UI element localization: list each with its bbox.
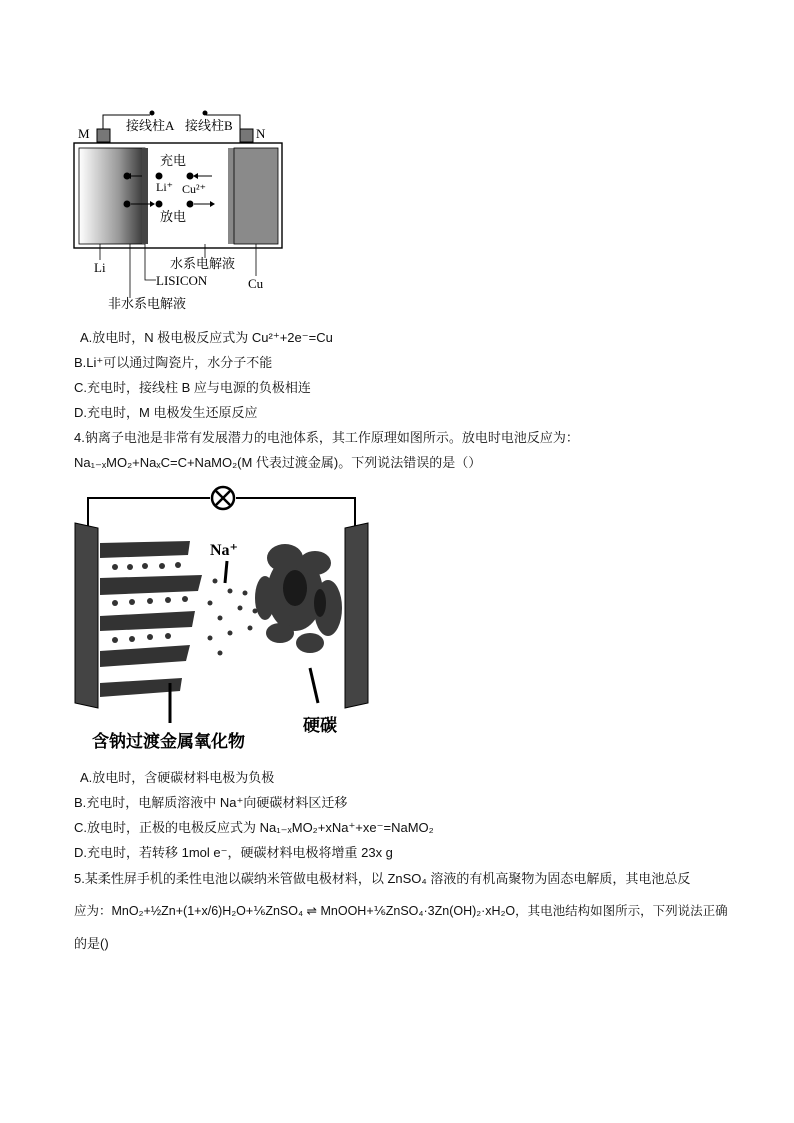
q3-option-d: D.充电时，M 电极发生还原反应 [74, 405, 258, 420]
q3-option-a: A.放电时，N 极电极反应式为 Cu²⁺+2e⁻=Cu [80, 330, 333, 345]
q3-option-b: B.Li⁺可以通过陶瓷片，水分子不能 [74, 355, 273, 370]
terminal-b-label: 接线柱B [185, 118, 233, 133]
figure-sodium-ion-battery [70, 483, 380, 758]
left-electrode-label: 含钠过渡金属氧化物 [92, 732, 245, 751]
q4-stem-2: Na₁₋ₓMO₂+NaₓC=C+NaMO₂(M 代表过渡金属)。下列说法错误的是（） [74, 455, 482, 470]
q4-option-c: C.放电时，正极的电极反应式为 Na₁₋ₓMO₂+xNa⁺+xe⁻=NaMO₂ [74, 820, 434, 835]
discharge-label: 放电 [160, 209, 187, 224]
cu-label: Cu [248, 276, 264, 291]
q4-option-d: D.充电时，若转移 1mol e⁻，硬碳材料电极将增重 23x g [74, 845, 393, 860]
lisicon-label: LISICON [156, 273, 208, 288]
q4-option-b: B.充电时，电解质溶液中 Na⁺向硬碳材料区迁移 [74, 795, 348, 810]
q5-stem-3: 的是() [74, 936, 109, 951]
q4-stem-1: 4.钠离子电池是非常有发展潜力的电池体系，其工作原理如图所示。放电时电池反应为： [74, 430, 579, 445]
cu-ion-label: Cu²⁺ [182, 182, 206, 196]
q5-stem-1: 5.某柔性屏手机的柔性电池以碳纳米管做电极材料，以 ZnSO₄ 溶液的有机高聚物为固态电解质，其电池总反 [74, 871, 691, 886]
terminal-a-label: 接线柱A [126, 118, 175, 133]
label-n: N [256, 126, 266, 141]
figure-li-cu-battery [70, 100, 300, 315]
label-m: M [78, 126, 90, 141]
right-electrode-label: 硬碳 [303, 716, 337, 735]
charge-label: 充电 [160, 153, 187, 168]
q5-stem-2: 应为：MnO₂+½Zn+(1+x/6)H₂O+⅙ZnSO₄ ⇌ MnOOH+⅙ZnSO₄·3Zn(OH)₂·xH₂O，其电池结构如图所示，下列说法正确 [74, 904, 728, 918]
q3-option-c: C.充电时，接线柱 B 应与电源的负极相连 [74, 380, 311, 395]
q4-option-a: A.放电时，含硬碳材料电极为负极 [80, 770, 275, 785]
li-ion-label: Li⁺ [156, 180, 173, 194]
li-label: Li [94, 260, 106, 275]
nonaqueous-label: 非水系电解液 [108, 296, 187, 311]
aqueous-label: 水系电解液 [170, 256, 236, 271]
na-ion-label: Na⁺ [210, 542, 238, 559]
